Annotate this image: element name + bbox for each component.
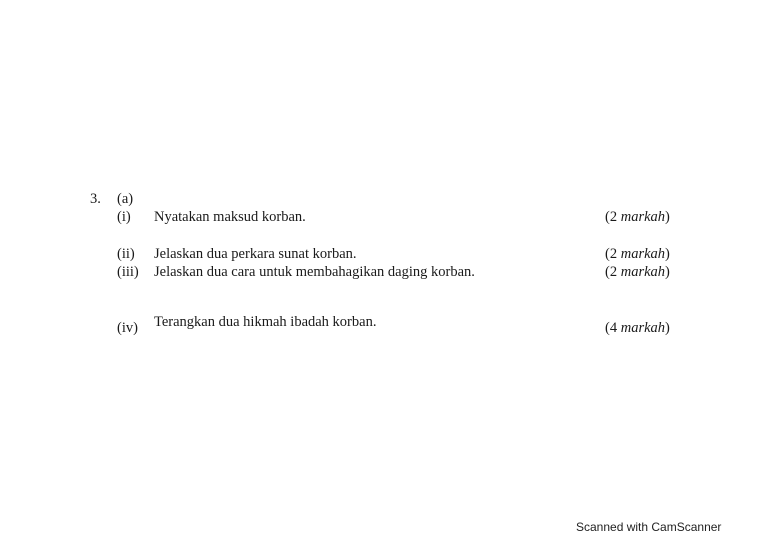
marks-word: markah [620,246,666,262]
marks-close: ) [665,246,670,262]
item-label-ii: (ii) [117,246,135,262]
question-number: 3. [90,191,101,207]
item-text-iii: Jelaskan dua cara untuk membahagikan daging korban. [154,264,475,280]
marks-close: ) [665,209,670,225]
marks-word: markah [620,264,666,280]
item-text-i: Nyatakan maksud korban. [154,209,306,225]
marks-word: markah [620,209,666,225]
marks-close: ) [665,264,670,280]
marks-word: markah [620,320,666,336]
item-label-iv: (iv) [117,320,138,336]
marks-value: (2 [605,209,621,225]
question-part-label: (a) [117,191,134,207]
marks-value: (2 [605,264,621,280]
item-marks-ii [605,245,670,263]
camscanner-watermark: Scanned with CamScanner [576,520,722,534]
item-marks-i [605,208,670,226]
item-text-ii: Jelaskan dua perkara sunat korban. [154,246,357,262]
marks-value: (2 [605,246,621,262]
item-label-i: (i) [117,209,131,225]
item-marks-iii [605,263,670,281]
item-label-iii: (iii) [117,264,139,280]
marks-value: (4 [605,320,621,336]
item-marks-iv [605,319,670,337]
marks-close: ) [665,320,670,336]
item-text-iv: Terangkan dua hikmah ibadah korban. [154,314,377,330]
